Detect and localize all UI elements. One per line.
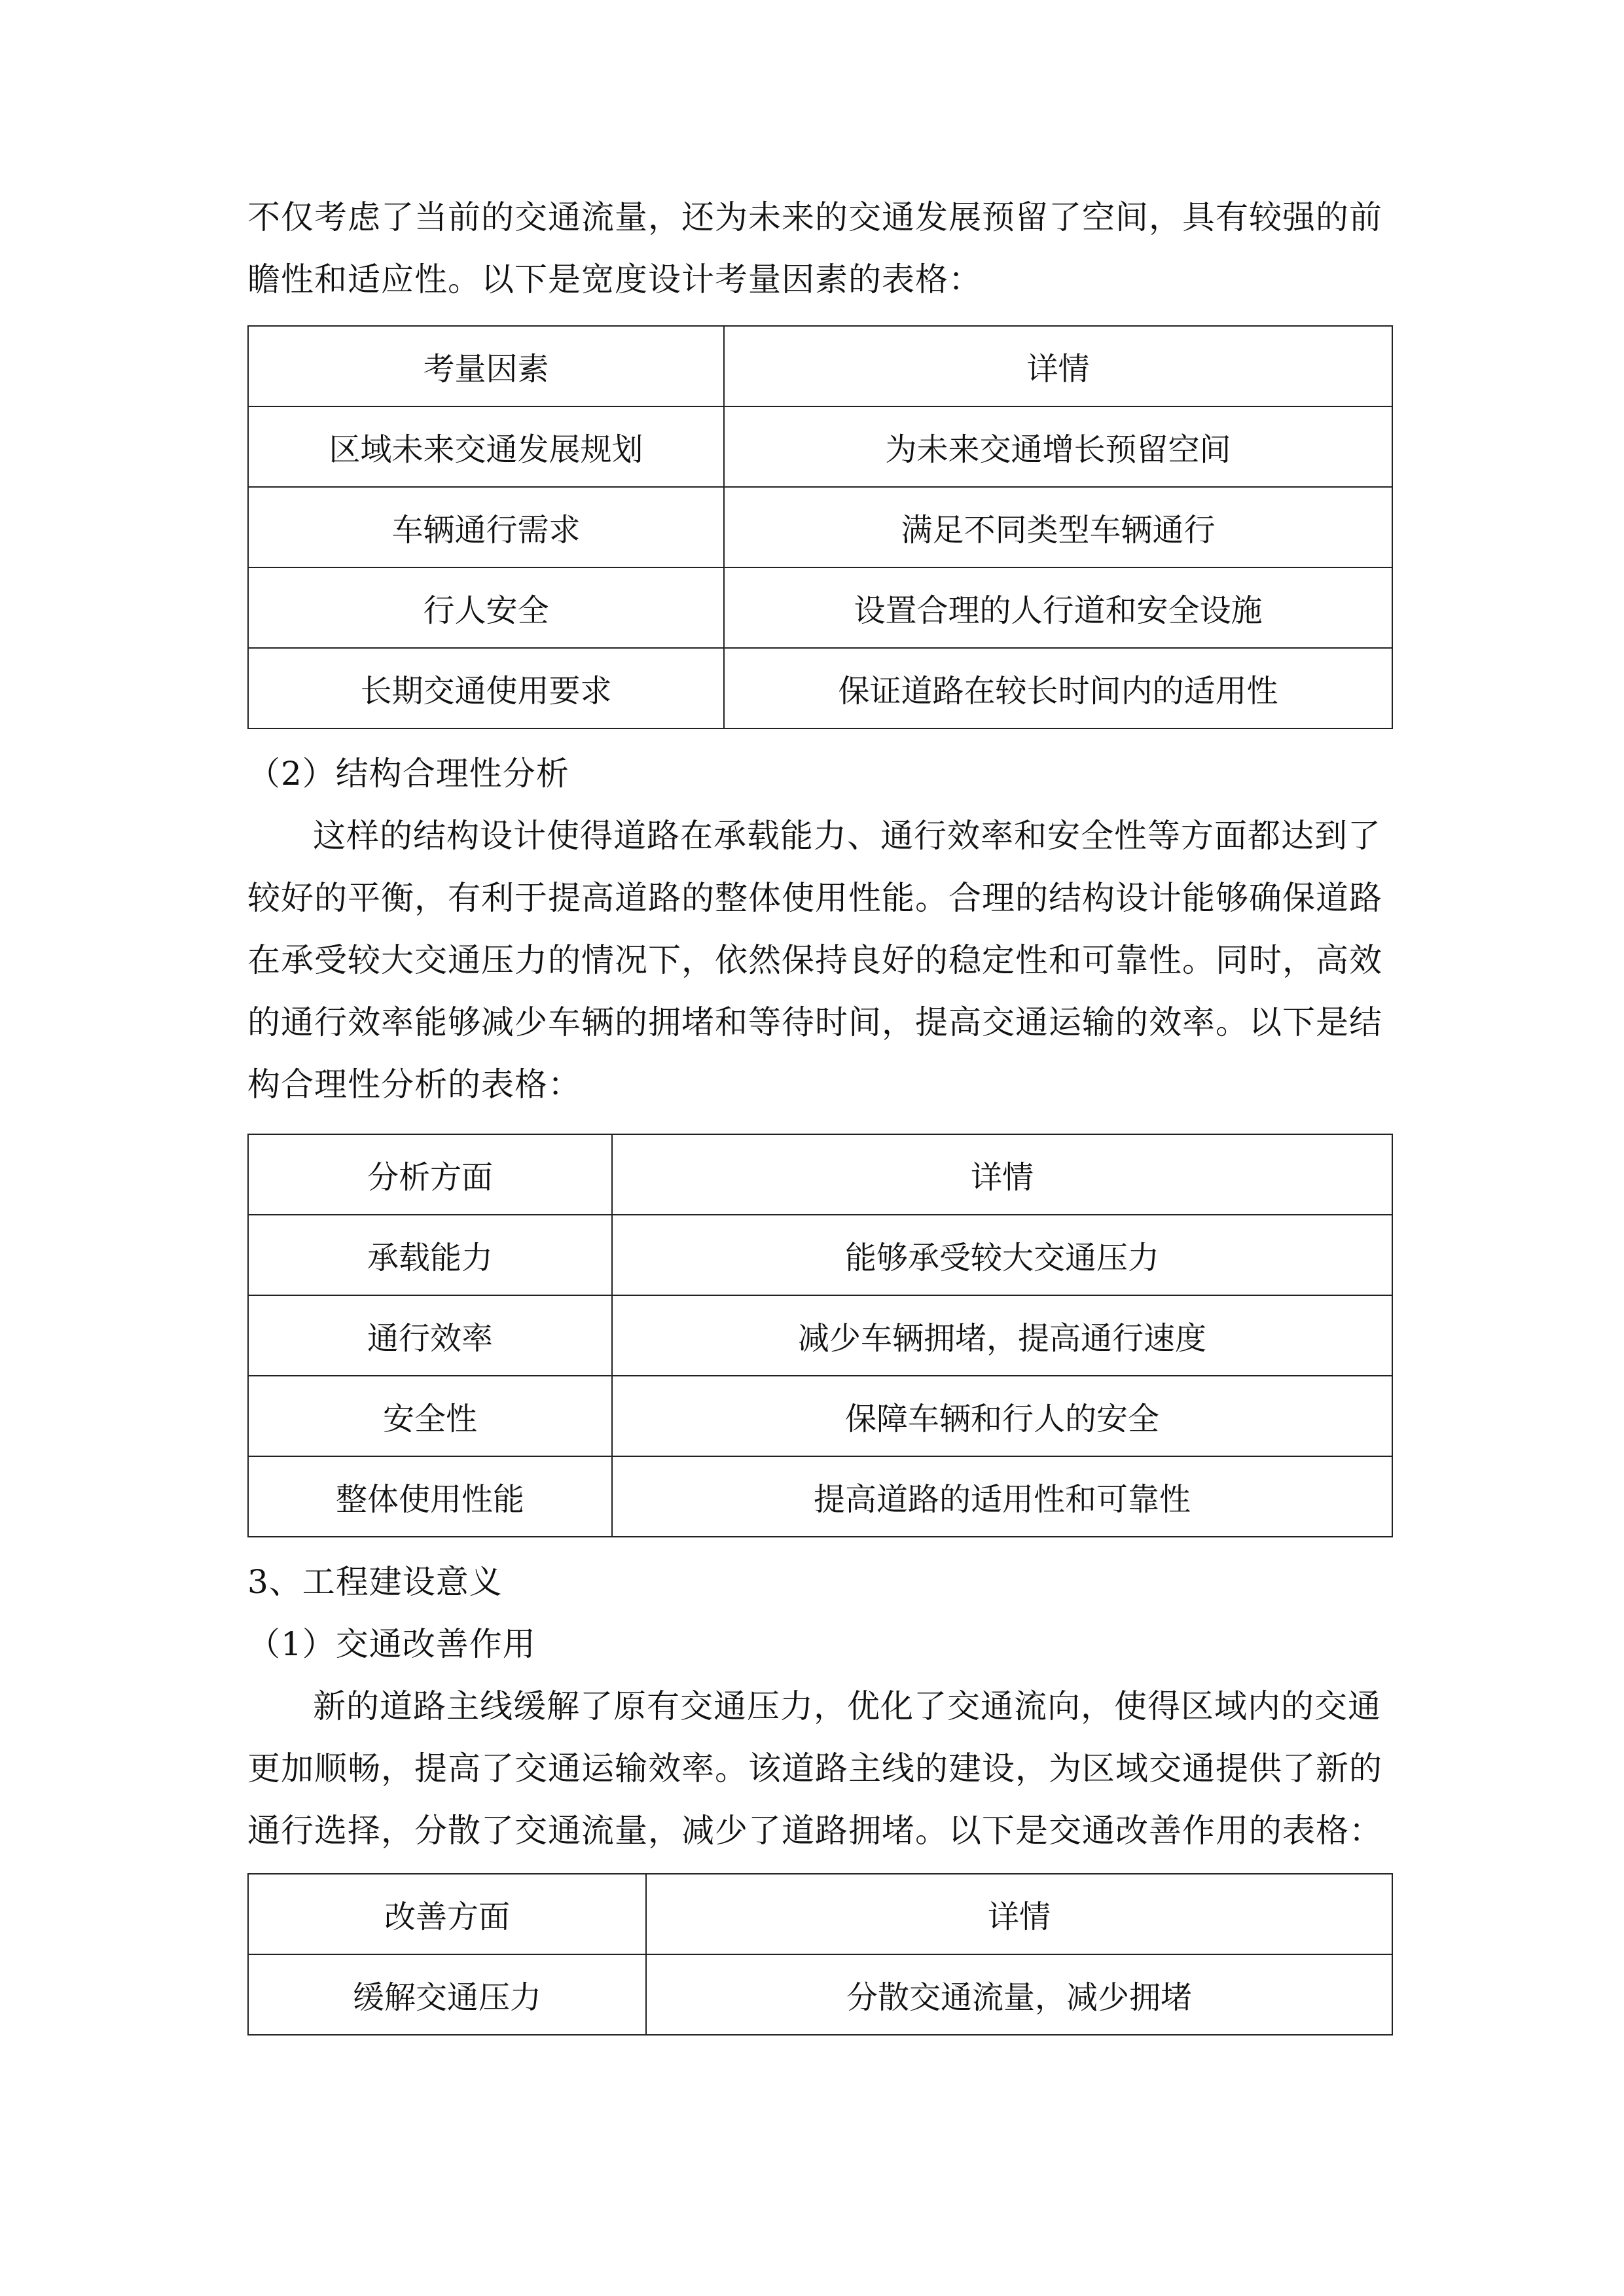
table-cell: 整体使用性能 (248, 1456, 612, 1537)
table-header-row (248, 1134, 1392, 1215)
table-cell: 保证道路在较长时间内的适用性 (724, 648, 1392, 728)
width-factors-table (247, 325, 1393, 729)
paragraph-line: 的通行效率能够减少车辆的拥堵和等待时间，提高交通运输的效率。以下是结 (247, 1003, 1382, 1041)
table-cell: 安全性 (248, 1376, 612, 1456)
paragraph-line: 瞻性和适应性。以下是宽度设计考量因素的表格： (247, 260, 982, 298)
table-row (248, 1376, 1392, 1456)
section-heading: 3、工程建设意义 (247, 1563, 503, 1601)
table-header-cell: 详情 (724, 326, 1392, 406)
table-cell: 区域未来交通发展规划 (248, 406, 724, 487)
table-cell: 能够承受较大交通压力 (612, 1215, 1392, 1295)
table-row (248, 1954, 1392, 2035)
traffic-improvement-table (247, 1873, 1393, 2036)
paragraph-line: 通行选择，分散了交通流量，减少了道路拥堵。以下是交通改善作用的表格： (247, 1812, 1382, 1850)
paragraph-line: 新的道路主线缓解了原有交通压力，优化了交通流向，使得区域内的交通 (313, 1687, 1381, 1725)
paragraph-line: 构合理性分析的表格： (247, 1066, 581, 1103)
table-header-cell: 分析方面 (248, 1134, 612, 1215)
paragraph-line: 较好的平衡，有利于提高道路的整体使用性能。合理的结构设计能够确保道路 (247, 879, 1382, 917)
table-cell: 缓解交通压力 (248, 1954, 646, 2035)
table-header-row (248, 1874, 1392, 1954)
table-header-cell: 详情 (646, 1874, 1392, 1954)
structure-analysis-table (247, 1134, 1393, 1537)
table-cell: 承载能力 (248, 1215, 612, 1295)
table-row (248, 487, 1392, 567)
paragraph-line: 这样的结构设计使得道路在承载能力、通行效率和安全性等方面都达到了 (313, 817, 1381, 855)
table-row (248, 567, 1392, 648)
paragraph-line: 更加顺畅，提高了交通运输效率。该道路主线的建设，为区域交通提供了新的 (247, 1749, 1382, 1787)
table-cell: 减少车辆拥堵，提高通行速度 (612, 1295, 1392, 1376)
table-cell: 车辆通行需求 (248, 487, 724, 567)
table-cell: 设置合理的人行道和安全设施 (724, 567, 1392, 648)
table-header-cell: 改善方面 (248, 1874, 646, 1954)
table-cell: 为未来交通增长预留空间 (724, 406, 1392, 487)
table-row (248, 1456, 1392, 1537)
table-cell: 提高道路的适用性和可靠性 (612, 1456, 1392, 1537)
subsection-heading: （1）交通改善作用 (247, 1625, 536, 1663)
table-header-row (248, 326, 1392, 406)
section-heading: （2）结构合理性分析 (247, 755, 569, 793)
table-cell: 满足不同类型车辆通行 (724, 487, 1392, 567)
table-cell: 通行效率 (248, 1295, 612, 1376)
table-row (248, 1215, 1392, 1295)
table-cell: 保障车辆和行人的安全 (612, 1376, 1392, 1456)
table-cell: 行人安全 (248, 567, 724, 648)
table-row (248, 406, 1392, 487)
paragraph-line: 不仅考虑了当前的交通流量，还为未来的交通发展预留了空间，具有较强的前 (247, 198, 1382, 236)
table-cell: 长期交通使用要求 (248, 648, 724, 728)
table-header-cell: 详情 (612, 1134, 1392, 1215)
table-header-cell: 考量因素 (248, 326, 724, 406)
table-row (248, 648, 1392, 728)
paragraph-line: 在承受较大交通压力的情况下，依然保持良好的稳定性和可靠性。同时，高效 (247, 941, 1382, 979)
table-cell: 分散交通流量，减少拥堵 (646, 1954, 1392, 2035)
table-row (248, 1295, 1392, 1376)
